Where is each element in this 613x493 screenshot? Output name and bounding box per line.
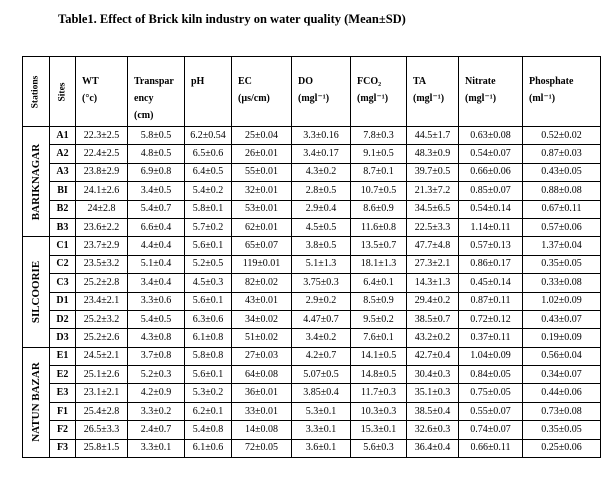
value-cell: 82±0.02: [232, 274, 292, 292]
value-cell: 43.2±0.2: [407, 329, 459, 347]
value-cell: 5.4±0.5: [128, 310, 185, 328]
table-row: [23, 421, 601, 439]
value-cell: 39.7±0.5: [407, 163, 459, 181]
value-cell: 4.2±0.9: [128, 384, 185, 402]
value-cell: 22.3±2.5: [76, 127, 128, 145]
value-cell: 0.63±0.08: [459, 127, 523, 145]
table-row: [23, 255, 601, 273]
value-cell: 1.37±0.04: [523, 237, 601, 255]
value-cell: 53±0.01: [232, 200, 292, 218]
header-do: DO (mgl⁻¹): [292, 57, 351, 127]
value-cell: 25.2±3.2: [76, 310, 128, 328]
value-cell: 5.6±0.1: [185, 237, 232, 255]
value-cell: 3.85±0.4: [292, 384, 351, 402]
value-cell: 0.84±0.05: [459, 366, 523, 384]
value-cell: 0.67±0.11: [523, 200, 601, 218]
value-cell: 8.6±0.9: [351, 200, 407, 218]
value-cell: 0.88±0.08: [523, 182, 601, 200]
value-cell: 4.5±0.3: [185, 274, 232, 292]
value-cell: 64±0.08: [232, 366, 292, 384]
value-cell: 7.6±0.1: [351, 329, 407, 347]
value-cell: 0.86±0.17: [459, 255, 523, 273]
table-row: [23, 237, 601, 255]
value-cell: 4.3±0.8: [128, 329, 185, 347]
value-cell: 6.2±0.54: [185, 127, 232, 145]
value-cell: 0.85±0.07: [459, 182, 523, 200]
value-cell: 25.8±1.5: [76, 439, 128, 457]
value-cell: 3.6±0.1: [292, 439, 351, 457]
header-transparency: Transpar ency (cm): [128, 57, 185, 127]
value-cell: 9.1±0.5: [351, 145, 407, 163]
value-cell: 6.9±0.8: [128, 163, 185, 181]
table-row: [23, 310, 601, 328]
table-row: [23, 200, 601, 218]
value-cell: 3.3±0.1: [292, 421, 351, 439]
station-label: BARIKNAGAR: [30, 143, 42, 220]
station-label: NATUN BAZAR: [30, 362, 42, 443]
value-cell: 24±2.8: [76, 200, 128, 218]
value-cell: 0.52±0.02: [523, 127, 601, 145]
header-wt: WT (°c): [76, 57, 128, 127]
value-cell: 5.8±0.5: [128, 127, 185, 145]
value-cell: 6.1±0.6: [185, 439, 232, 457]
value-cell: 23.7±2.9: [76, 237, 128, 255]
value-cell: 119±0.01: [232, 255, 292, 273]
value-cell: 14.3±1.3: [407, 274, 459, 292]
value-cell: 15.3±0.1: [351, 421, 407, 439]
value-cell: 18.1±1.3: [351, 255, 407, 273]
value-cell: 23.6±2.2: [76, 218, 128, 236]
value-cell: 6.5±0.6: [185, 145, 232, 163]
site-cell: D3: [50, 329, 76, 347]
value-cell: 32±0.01: [232, 182, 292, 200]
value-cell: 5.4±0.7: [128, 200, 185, 218]
value-cell: 32.6±0.3: [407, 421, 459, 439]
value-cell: 5.2±0.5: [185, 255, 232, 273]
value-cell: 11.6±0.8: [351, 218, 407, 236]
value-cell: 5.3±0.2: [185, 384, 232, 402]
value-cell: 5.4±0.2: [185, 182, 232, 200]
value-cell: 2.8±0.5: [292, 182, 351, 200]
value-cell: 24.5±2.1: [76, 347, 128, 365]
value-cell: 13.5±0.7: [351, 237, 407, 255]
value-cell: 0.45±0.14: [459, 274, 523, 292]
value-cell: 0.72±0.12: [459, 310, 523, 328]
station-cell: [23, 127, 50, 237]
site-cell: F2: [50, 421, 76, 439]
value-cell: 43±0.01: [232, 292, 292, 310]
value-cell: 3.3±0.6: [128, 292, 185, 310]
value-cell: 42.7±0.4: [407, 347, 459, 365]
value-cell: 27±0.03: [232, 347, 292, 365]
value-cell: 0.66±0.11: [459, 439, 523, 457]
header-row: [23, 57, 601, 127]
site-cell: F1: [50, 402, 76, 420]
value-cell: 14.8±0.5: [351, 366, 407, 384]
value-cell: 3.3±0.16: [292, 127, 351, 145]
value-cell: 3.75±0.3: [292, 274, 351, 292]
value-cell: 2.9±0.4: [292, 200, 351, 218]
site-cell: C3: [50, 274, 76, 292]
value-cell: 0.54±0.14: [459, 200, 523, 218]
value-cell: 3.7±0.8: [128, 347, 185, 365]
value-cell: 0.66±0.06: [459, 163, 523, 181]
value-cell: 47.7±4.8: [407, 237, 459, 255]
value-cell: 5.8±0.8: [185, 347, 232, 365]
value-cell: 23.5±3.2: [76, 255, 128, 273]
value-cell: 33±0.01: [232, 402, 292, 420]
value-cell: 62±0.01: [232, 218, 292, 236]
value-cell: 0.55±0.07: [459, 402, 523, 420]
value-cell: 3.3±0.2: [128, 402, 185, 420]
value-cell: 34±0.02: [232, 310, 292, 328]
value-cell: 4.3±0.2: [292, 163, 351, 181]
site-cell: F3: [50, 439, 76, 457]
table-row: [23, 182, 601, 200]
station-cell: [23, 237, 50, 347]
value-cell: 55±0.01: [232, 163, 292, 181]
value-cell: 0.35±0.05: [523, 421, 601, 439]
value-cell: 25.2±2.8: [76, 274, 128, 292]
value-cell: 5.6±0.1: [185, 292, 232, 310]
value-cell: 34.5±6.5: [407, 200, 459, 218]
station-cell: [23, 347, 50, 457]
value-cell: 23.4±2.1: [76, 292, 128, 310]
value-cell: 5.6±0.1: [185, 366, 232, 384]
value-cell: 27.3±2.1: [407, 255, 459, 273]
value-cell: 72±0.05: [232, 439, 292, 457]
table-body: [23, 127, 601, 458]
value-cell: 6.1±0.8: [185, 329, 232, 347]
value-cell: 2.4±0.7: [128, 421, 185, 439]
value-cell: 5.2±0.3: [128, 366, 185, 384]
table-row: [23, 402, 601, 420]
value-cell: 7.8±0.3: [351, 127, 407, 145]
value-cell: 0.37±0.11: [459, 329, 523, 347]
value-cell: 14±0.08: [232, 421, 292, 439]
value-cell: 0.87±0.03: [523, 145, 601, 163]
table-row: [23, 439, 601, 457]
site-cell: BI: [50, 182, 76, 200]
table-row: [23, 218, 601, 236]
value-cell: 3.8±0.5: [292, 237, 351, 255]
value-cell: 1.04±0.09: [459, 347, 523, 365]
station-label: SILCOORIE: [30, 260, 42, 324]
value-cell: 4.5±0.5: [292, 218, 351, 236]
value-cell: 0.57±0.13: [459, 237, 523, 255]
value-cell: 1.14±0.11: [459, 218, 523, 236]
value-cell: 51±0.02: [232, 329, 292, 347]
site-cell: E3: [50, 384, 76, 402]
value-cell: 0.43±0.07: [523, 310, 601, 328]
table-row: [23, 274, 601, 292]
header-ph: pH: [185, 57, 232, 127]
header-nitrate: Nitrate (mgl⁻¹): [459, 57, 523, 127]
value-cell: 22.5±3.3: [407, 218, 459, 236]
site-cell: E2: [50, 366, 76, 384]
table-row: [23, 329, 601, 347]
value-cell: 0.75±0.05: [459, 384, 523, 402]
site-cell: A3: [50, 163, 76, 181]
table-row: [23, 366, 601, 384]
value-cell: 4.47±0.7: [292, 310, 351, 328]
value-cell: 8.5±0.9: [351, 292, 407, 310]
value-cell: 0.19±0.09: [523, 329, 601, 347]
value-cell: 38.5±0.4: [407, 402, 459, 420]
value-cell: 0.33±0.08: [523, 274, 601, 292]
site-cell: B3: [50, 218, 76, 236]
value-cell: 24.1±2.6: [76, 182, 128, 200]
value-cell: 3.4±0.4: [128, 274, 185, 292]
value-cell: 5.8±0.1: [185, 200, 232, 218]
value-cell: 3.4±0.17: [292, 145, 351, 163]
value-cell: 0.54±0.07: [459, 145, 523, 163]
table-title: Table1. Effect of Brick kiln industry on water quality (Mean±SD): [58, 12, 406, 26]
value-cell: 21.3±7.2: [407, 182, 459, 200]
value-cell: 6.6±0.4: [128, 218, 185, 236]
value-cell: 0.74±0.07: [459, 421, 523, 439]
value-cell: 4.4±0.4: [128, 237, 185, 255]
value-cell: 5.1±1.3: [292, 255, 351, 273]
value-cell: 0.35±0.05: [523, 255, 601, 273]
value-cell: 10.7±0.5: [351, 182, 407, 200]
site-cell: C1: [50, 237, 76, 255]
value-cell: 0.57±0.06: [523, 218, 601, 236]
value-cell: 38.5±0.7: [407, 310, 459, 328]
value-cell: 5.07±0.5: [292, 366, 351, 384]
value-cell: 36.4±0.4: [407, 439, 459, 457]
value-cell: 6.4±0.5: [185, 163, 232, 181]
site-cell: B2: [50, 200, 76, 218]
value-cell: 5.3±0.1: [292, 402, 351, 420]
site-cell: D2: [50, 310, 76, 328]
header-stations: Stations: [23, 57, 50, 127]
value-cell: 3.4±0.5: [128, 182, 185, 200]
value-cell: 65±0.07: [232, 237, 292, 255]
site-cell: D1: [50, 292, 76, 310]
value-cell: 0.34±0.07: [523, 366, 601, 384]
value-cell: 35.1±0.3: [407, 384, 459, 402]
table-row: [23, 163, 601, 181]
header-ta: TA (mgl⁻¹): [407, 57, 459, 127]
value-cell: 5.7±0.2: [185, 218, 232, 236]
value-cell: 0.44±0.06: [523, 384, 601, 402]
value-cell: 6.2±0.1: [185, 402, 232, 420]
value-cell: 0.25±0.06: [523, 439, 601, 457]
header-fco2: FCO₂ (mgl⁻¹): [351, 57, 407, 127]
value-cell: 25.2±2.6: [76, 329, 128, 347]
value-cell: 30.4±0.3: [407, 366, 459, 384]
site-cell: A1: [50, 127, 76, 145]
value-cell: 4.2±0.7: [292, 347, 351, 365]
value-cell: 6.4±0.1: [351, 274, 407, 292]
value-cell: 14.1±0.5: [351, 347, 407, 365]
site-cell: E1: [50, 347, 76, 365]
table-row: [23, 347, 601, 365]
value-cell: 11.7±0.3: [351, 384, 407, 402]
value-cell: 9.5±0.2: [351, 310, 407, 328]
value-cell: 25.4±2.8: [76, 402, 128, 420]
table-row: [23, 145, 601, 163]
value-cell: 1.02±0.09: [523, 292, 601, 310]
value-cell: 5.4±0.8: [185, 421, 232, 439]
value-cell: 44.5±1.7: [407, 127, 459, 145]
header-ec: EC (µs/cm): [232, 57, 292, 127]
value-cell: 29.4±0.2: [407, 292, 459, 310]
value-cell: 0.56±0.04: [523, 347, 601, 365]
header-phosphate: Phosphate (ml⁻¹): [523, 57, 601, 127]
value-cell: 2.9±0.2: [292, 292, 351, 310]
water-quality-table: [22, 56, 601, 458]
value-cell: 23.8±2.9: [76, 163, 128, 181]
value-cell: 6.3±0.6: [185, 310, 232, 328]
value-cell: 23.1±2.1: [76, 384, 128, 402]
header-sites: Sites: [50, 57, 76, 127]
value-cell: 36±0.01: [232, 384, 292, 402]
value-cell: 25±0.04: [232, 127, 292, 145]
value-cell: 4.8±0.5: [128, 145, 185, 163]
value-cell: 10.3±0.3: [351, 402, 407, 420]
value-cell: 25.1±2.6: [76, 366, 128, 384]
value-cell: 8.7±0.1: [351, 163, 407, 181]
value-cell: 0.43±0.05: [523, 163, 601, 181]
site-cell: C2: [50, 255, 76, 273]
value-cell: 26±0.01: [232, 145, 292, 163]
value-cell: 22.4±2.5: [76, 145, 128, 163]
value-cell: 5.1±0.4: [128, 255, 185, 273]
table-row: [23, 384, 601, 402]
table-row: [23, 292, 601, 310]
value-cell: 0.87±0.11: [459, 292, 523, 310]
value-cell: 26.5±3.3: [76, 421, 128, 439]
value-cell: 5.6±0.3: [351, 439, 407, 457]
value-cell: 3.4±0.2: [292, 329, 351, 347]
table-row: [23, 127, 601, 145]
value-cell: 48.3±0.9: [407, 145, 459, 163]
site-cell: A2: [50, 145, 76, 163]
value-cell: 0.73±0.08: [523, 402, 601, 420]
value-cell: 3.3±0.1: [128, 439, 185, 457]
